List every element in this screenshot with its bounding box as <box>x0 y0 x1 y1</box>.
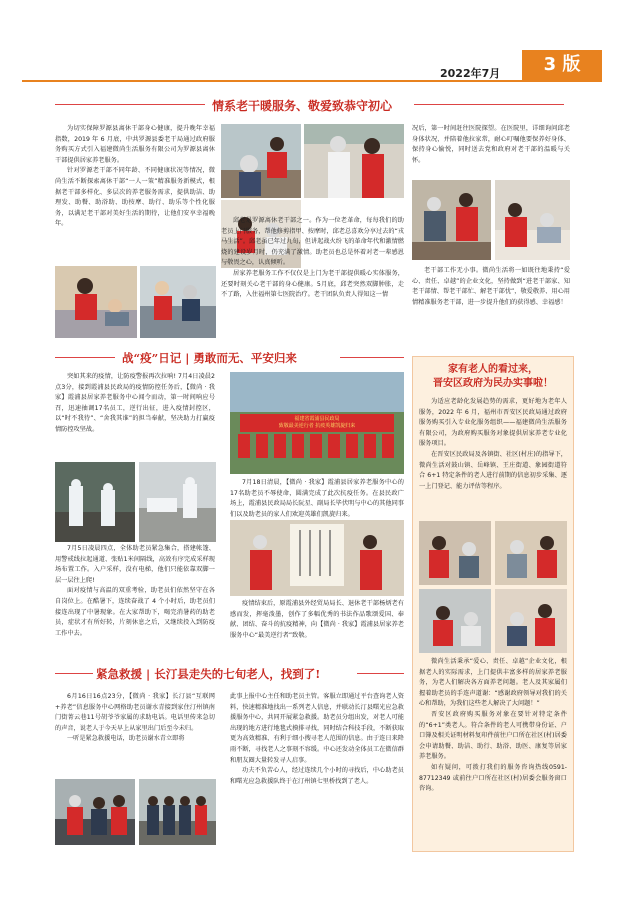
paragraph: 为切实保障罗源县离休干部身心健康，提升晚年幸福指数，2019 年 6 月底，中共罗源县委老干局通过政府服务购买方式引入福建微尚生活服务有限公司为罗源县离休干部提供居家养老服务。 <box>55 125 215 164</box>
paragraph: 邱老是罗源离休老干部之一。作为一位老革命，每每我们的助老员上门服务，帮他修剪指甲、按摩时，邱老总喜欢分享过去的“戎马生活”。邱老虽已年过九旬，但讲起战火纷飞的革命年代和激情燃烧的建设岁月时，仍充满了激情。助老员也总是怀着对老一辈感恩与敬畏之心，认真倾听。 <box>221 217 404 267</box>
banner-caption <box>244 416 390 430</box>
paragraph: 晋安区政府购买服务对象在要针对特定条件的“6+1”类老人。符合条件的老人可携带身份证、户口簿及相关证明材料复印件前往户口所在社区(村)居委会申请助餐、助洁、助行、助浴、助医、康复等居家养老服务。 <box>419 710 567 761</box>
paragraph: 功夫不负苦心人，经过连续几个小时的寻找后，中心助老员和曙光应急救援队终于在汀州镇七里桥找到了老人。 <box>230 767 404 785</box>
section2-col1 <box>55 372 215 436</box>
section2-col2b <box>230 599 404 641</box>
photo-elder-on-bed <box>495 180 570 260</box>
header-bar <box>22 50 602 82</box>
section3-title: 紧急救援 | 长汀县走失的七旬老人，找到了! <box>96 667 321 681</box>
sidebar-title-line-2: 晋安区政府为民办实事啦！ <box>433 378 553 389</box>
photo-sidebar-4 <box>495 589 567 653</box>
section3-col2 <box>230 692 404 787</box>
section2-col2 <box>230 478 404 520</box>
section1-rule-right <box>414 104 564 105</box>
paragraph: 7月18日清晨，【微尚 · 我家】霞浦县居家养老服务中心的17名助老员不辱使命，圆满完成了此次抗疫任务。在县民政广场上，霞浦县民政局局长阮星、副局长毕伏明与中心的其他同事们以及助老员的家人们欢迎英雄们凯旋归来。 <box>230 479 404 518</box>
banner-line-2: 致敬最美逆行者 抗疫英雄凯旋归来 <box>278 423 356 429</box>
section2-title: 战“疫”日记 | 勇敢而无、平安归来 <box>122 351 297 365</box>
sidebar-text-2 <box>419 657 567 795</box>
photo-welcome-banner-group <box>230 372 404 474</box>
section1-title: 情系老干暖服务、敬爱致恭守初心 <box>212 99 393 113</box>
sidebar-title-line-1: 家有老人的看过来， <box>448 364 538 375</box>
photo-caregiver-massage <box>55 266 137 338</box>
section2-rule-right <box>340 357 404 358</box>
photo-elder-portrait <box>304 124 404 198</box>
section1-col3b <box>412 266 570 308</box>
section1-col2 <box>221 216 404 301</box>
page-number: 3 版 <box>543 54 581 75</box>
section3-rule-right <box>357 673 404 674</box>
issue-date: 2022年7月 <box>440 67 501 80</box>
paragraph: 6月16日16点23分，【微尚 · 我家】长汀县“互联网+养老”信息服务中心网格助老员谢水青接到家住汀州镇南门街菁云巷11号胡爷爷家属的求助电话。电话里传来急切的声音，说老人于今天早上从家里出门后至今未归。 <box>55 693 215 732</box>
photo-sidebar-1 <box>419 521 491 585</box>
photo-caregiver-elder-sofa <box>140 266 216 338</box>
paragraph: 疫情结束后，原霞浦县外经贸局局长、退休老干部杨炳老有感而发，挥毫泼墨，创作了多幅优秀的书法作品歌颂爱国、奉献、团结、奋斗的抗疫精神，向【微尚 · 我家】霞浦县居家养老服务中心“最美逆行者”致敬。 <box>230 600 404 639</box>
page-number-badge <box>522 50 602 80</box>
paragraph: 为适应老龄化发展趋势的需求，更好地为老年人服务，2022 年 6 月，福州市晋安区民政局通过政府服务购买引入专业化服务组织——福建微尚生活服务有限公司，为政府购买服务对象提供居家养老专业化服务项目。 <box>419 398 567 448</box>
paragraph: 如有疑问，可拨打我们的服务咨询热线0591-87712349 或前往户口所在社区(村)居委会服务窗口咨询。 <box>419 763 567 793</box>
header-rule <box>22 80 602 82</box>
paragraph: 7月5日凌晨四点，全体助老员紧急集合，搭建帐篷、用警戒线拉起通道、张贴1米间隔线，高效有序完成采样现场布置工作。入户采样，没有电梯，他们只能依靠双脚一层一层往上爬! <box>55 545 215 584</box>
section2-rule-left <box>55 357 115 358</box>
photo-sidebar-3 <box>419 589 491 653</box>
photo-haircut <box>221 124 301 198</box>
paragraph: 在晋安区民政局及各镇街、社区(村庄)的指导下，微尚生活对鼓山镇、岳峰镇、王庄街道、象园街道符合 6+1 特定条件的老人进行前期的信息初步采集、逐一上门登记、能力评估等程序。 <box>419 450 567 490</box>
section1-col3 <box>412 124 570 166</box>
paragraph: 此事上报中心主任和助老员主管。客服立即通过平台查询老人资料，快速精准地找出一系列老人信息，并联动长汀县曙光应急救援服务中心，共同开展紧急救援。助老员分组出发，对老人可能出现的地方进行地毯式摸排寻找，同时结合科技手段，不断获取更为高效精准、有利于细小搜寻老人范围的信息。由于连日来降雨不断，寻找老人之事刻不容缓。中心还发动全体员工在微信群和朋友圈大量转发寻人启事。 <box>230 693 404 764</box>
photo-sidebar-2 <box>495 521 567 585</box>
photo-caregivers-with-elders <box>412 180 491 260</box>
sidebar-panel <box>412 356 574 852</box>
paragraph: 针对罗源老干部不同年龄、不同健康状况等情况，微尚生活不断探索离休干部“一人一策”精准服务新模式，根据老干部多样化、多层次的养老服务需求，提供助洁、助理发、助餐、助浴助、助按摩、助行、助乐等个性化服务，以满足老干部对美好生活的期待，让他们安享幸福晚年。 <box>55 167 215 228</box>
paragraph: 一听是紧急救援电话，助老员谢水青立即将 <box>67 735 185 743</box>
paragraph: 面对疫情与高温的双重考验，助老员们依然坚守在各自岗位上。在酷暑下，连续奋战了 4 个小时后，助老员们接连出现了中暑现象。在大家帮助下，喝完消暑药的助老员，症状才有所好转，片刻休息之后，又继续投入到防疫工作中去。 <box>55 587 215 637</box>
sidebar-title <box>413 363 573 391</box>
photo-rescue-team-2 <box>139 779 216 845</box>
banner-line-1: 福建省霞浦县民政局 <box>294 416 340 422</box>
section3-col1 <box>55 692 215 745</box>
sidebar-text-1 <box>419 397 567 492</box>
photo-ppe-tent <box>55 462 135 542</box>
paragraph: 况后，第一时间赶往医院探望。在医院里，详细询问邱老身体状况，并陪着他拉家常，耐心叮嘱他要保养好身体、保持身心愉悦，同时送去党和政府对老干部的温暖与关怀。 <box>412 125 570 164</box>
paragraph: 突如其来的疫情，让防疫警报再次拉响! 7月4日凌晨2点3分，接到霞浦县民政局的疫情防控任务后，【微尚 · 我家】霞浦县居家养老服务中心闻令而动，第一时间响应号召，迅速抽调17名员工，逆行出征，进入疫情封控区，以“时不我待”、“舍我其谁”的担当奉献，坚决助力打赢疫情防控攻坚战。 <box>55 373 215 433</box>
photo-rescue-team-1 <box>55 779 135 845</box>
section1-rule-left <box>55 104 205 105</box>
photo-calligraphy-donation <box>230 520 404 596</box>
photo-ppe-resting <box>139 462 216 542</box>
paragraph: 老干部工作无小事。微尚生活将一如既往地秉持“爱心、责任、卓越”的企业文化，坚持做到“进老干部家、知老干部情、帮老干部忙、解老干部忧”，敬爱敬养、用心用情精准服务老干部，进一步提升他们的获得感、幸福感！ <box>412 267 570 306</box>
section1-col1 <box>55 124 215 230</box>
section3-rule-left <box>55 673 93 674</box>
paragraph: 居家养老服务工作不仅仅是上门为老干部提供暖心实体服务，还要时刻关心老干部的身心健康。5月底，邱老突然双脚肿胀，走不了路，入住福州第七医院治疗。老干团队负责人得知这一情 <box>221 269 404 299</box>
section2-col1b <box>55 544 215 639</box>
paragraph: 微尚生活秉承“爱心、责任、卓越”企业文化，根据老人的实际需求，上门提供丰富多样的居家养老服务，为老人们解决各方面养老问题。老人及其家属们握着助老员的手连声道谢：“感谢政府领导对我们的关心和帮助，为我们这些老人解决了大问题！” <box>419 658 567 708</box>
